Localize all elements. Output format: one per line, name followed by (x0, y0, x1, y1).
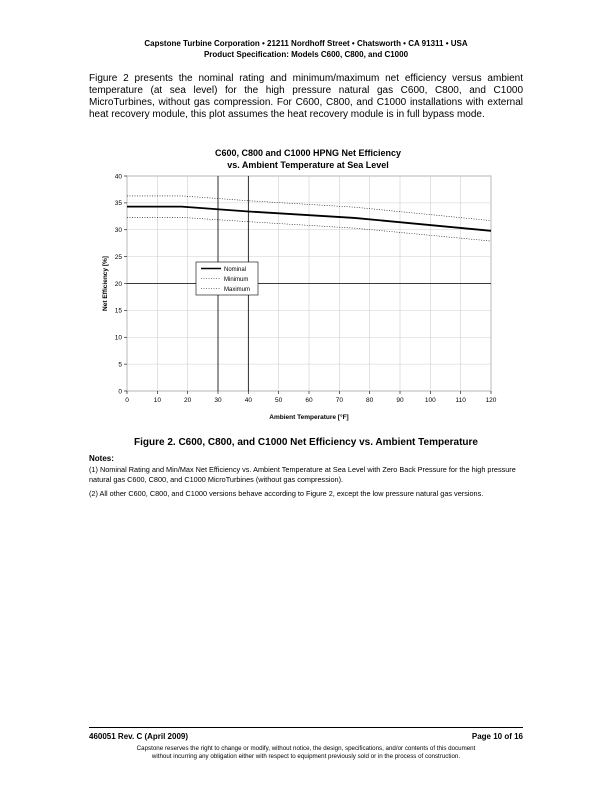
page-number: Page 10 of 16 (471, 732, 523, 741)
legend-label-minimum: Minimum (224, 277, 249, 283)
y-tick-label-40: 40 (114, 173, 122, 181)
efficiency-chart (92, 142, 512, 427)
y-axis-label: Net Efficiency [%] (102, 256, 109, 311)
notes-title: Notes: (89, 454, 114, 463)
chart-title-line1: C600, C800 and C1000 HPNG Net Efficiency (214, 148, 402, 158)
disclaimer-line1: Capstone reserves the right to change or modify, without notice, the design, specifications, and/or contents of this document (136, 745, 476, 752)
header-product-line: Product Specification: Models C600, C800, and C1000 (203, 50, 409, 59)
x-tick-label-20: 20 (184, 397, 192, 404)
x-tick-label-110: 110 (455, 397, 466, 404)
y-tick-label-10: 10 (114, 334, 122, 342)
figure-caption: Figure 2. C600, C800, and C1000 Net Efficiency vs. Ambient Temperature (133, 437, 478, 448)
y-tick-labels (115, 173, 127, 395)
x-tick-label-90: 90 (396, 397, 404, 404)
y-tick-label-15: 15 (114, 307, 122, 315)
x-tick-label-120: 120 (485, 397, 497, 404)
x-tick-label-80: 80 (366, 397, 374, 404)
x-tick-label-10: 10 (153, 397, 161, 404)
y-tick-label-30: 30 (114, 227, 122, 235)
note-1: (1) Nominal Rating and Min/Max Net Efficiency vs. Ambient Temperature at Sea Level with Zero Back Pressure for the high pressure natural gas C600, C800, and C1000 MicroTurbines (without gas compression). (89, 465, 516, 484)
disclaimer-line2: without incurring any obligation either with respect to equipment previously sold or in the process of construction. (151, 753, 461, 760)
legend-label-nominal: Nominal (224, 267, 247, 273)
intro-paragraph: Figure 2 presents the nominal rating and minimum/maximum net efficiency versus ambient temperature (at sea level) for the high pressure natural gas C600, C800, and C1000 MicroTurbines, without gas compression. For C600, C800, and C1000 installations with external heat recovery module, this plot assumes the heat recovery module is in full bypass mode. (89, 73, 523, 120)
x-tick-label-60: 60 (305, 397, 313, 404)
x-axis-label: Ambient Temperature [°F] (269, 414, 349, 421)
y-tick-label-25: 25 (114, 253, 122, 261)
x-tick-label-0: 0 (125, 397, 129, 404)
document-revision: 460051 Rev. C (April 2009) (89, 732, 189, 741)
y-tick-label-5: 5 (118, 361, 122, 369)
y-tick-label-35: 35 (114, 200, 122, 208)
x-tick-label-100: 100 (424, 397, 436, 404)
footer-divider (89, 727, 523, 728)
y-tick-label-20: 20 (114, 280, 122, 288)
note-2: (2) All other C600, C800, and C1000 versions behave according to Figure 2, except the low pressure natural gas versions. (89, 489, 484, 498)
x-tick-label-70: 70 (335, 397, 343, 404)
chart-legend (196, 262, 258, 295)
y-tick-label-0: 0 (118, 388, 122, 396)
x-tick-label-50: 50 (275, 397, 283, 404)
x-tick-labels (125, 391, 497, 404)
page-header (0, 38, 612, 60)
chart-title-line2: vs. Ambient Temperature at Sea Level (227, 160, 389, 170)
legend-label-maximum: Maximum (224, 287, 251, 293)
header-company-line: Capstone Turbine Corporation • 21211 Nordhoff Street • Chatsworth • CA 91311 • USA (144, 39, 468, 48)
footer-disclaimer (0, 745, 612, 761)
x-tick-label-30: 30 (214, 397, 222, 404)
x-tick-label-40: 40 (244, 397, 252, 404)
